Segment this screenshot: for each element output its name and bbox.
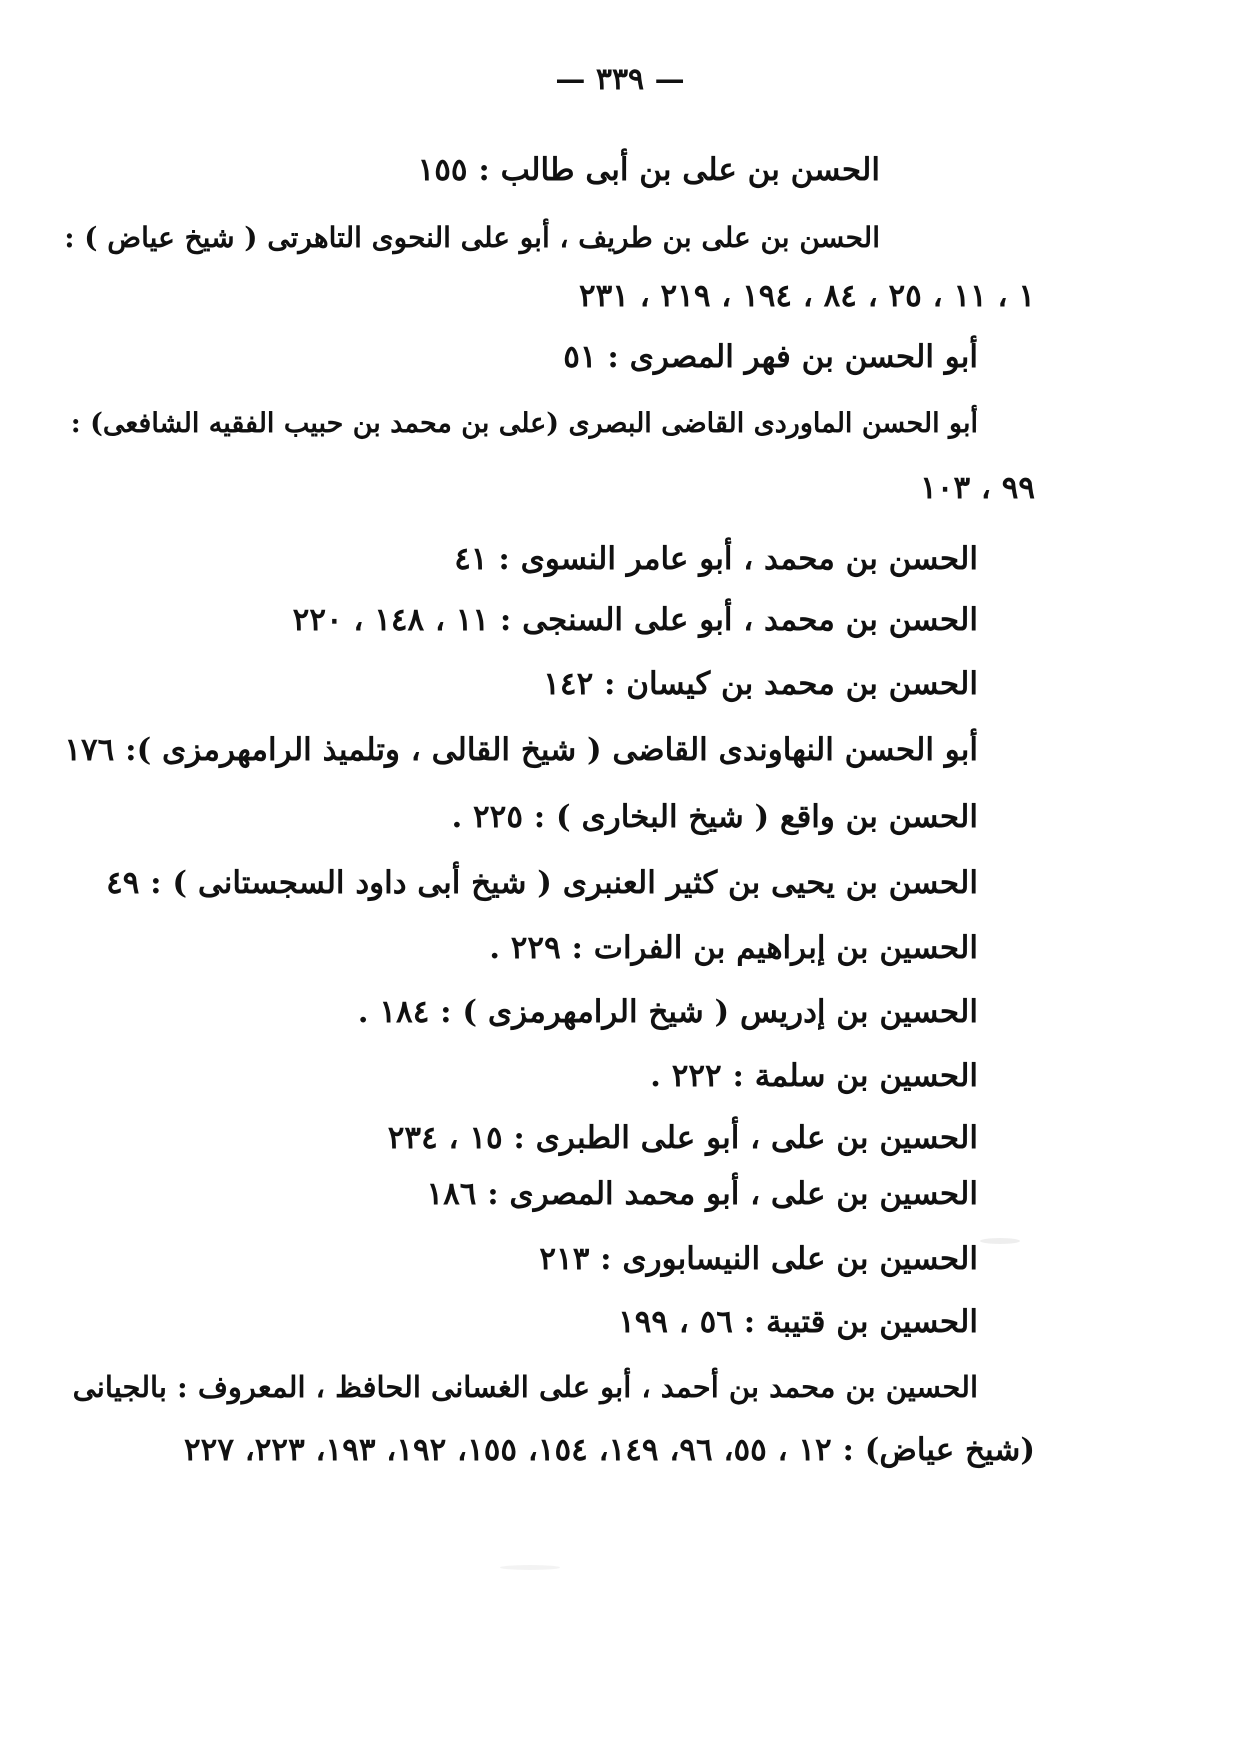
index-entry: أبو الحسن النهاوندى القاضى ( شيخ القالى ، وتلميذ الرامهرمزى ): ١٧٦: [64, 732, 978, 768]
page-number: — ٣٣٩ —: [555, 62, 685, 97]
scan-noise: [980, 1238, 1020, 1244]
index-entry: الحسن بن محمد ، أبو على السنجى : ١١ ، ١٤٨ ، ٢٢٠: [292, 602, 978, 638]
index-entry: الحسين بن إبراهيم بن الفرات : ٢٢٩ .: [489, 930, 978, 966]
index-entry: الحسين بن محمد بن أحمد ، أبو على الغسانى الحافظ ، المعروف : بالجيانى: [72, 1370, 978, 1404]
index-entry: أبو الحسن بن فهر المصرى : ٥١: [563, 339, 978, 375]
index-entry: الحسن بن يحيى بن كثير العنبرى ( شيخ أبى داود السجستانى ) : ٤٩: [106, 865, 978, 901]
index-entry: الحسن بن على بن طريف ، أبو على النحوى التاهرتى ( شيخ عياض ) :: [64, 221, 880, 254]
index-entry-continuation: (شيخ عياض) : ١٢ ، ٥٥، ٩٦، ١٤٩، ١٥٤، ١٥٥، ١٩٢، ١٩٣، ٢٢٣، ٢٢٧: [184, 1432, 1035, 1468]
index-entry-continuation: ١ ، ١١ ، ٢٥ ، ٨٤ ، ١٩٤ ، ٢١٩ ، ٢٣١: [578, 278, 1035, 314]
index-entry: الحسين بن إدريس ( شيخ الرامهرمزى ) : ١٨٤ .: [357, 994, 978, 1030]
index-entry: الحسين بن سلمة : ٢٢٢ .: [650, 1058, 978, 1094]
index-entry: الحسين بن على ، أبو محمد المصرى : ١٨٦: [426, 1176, 978, 1212]
index-entry: الحسن بن محمد ، أبو عامر النسوى : ٤١: [454, 541, 978, 577]
index-entry-continuation: ٩٩ ، ١٠٣: [920, 470, 1035, 506]
scan-noise: [500, 1565, 560, 1570]
index-entry: الحسين بن قتيبة : ٥٦ ، ١٩٩: [618, 1304, 978, 1340]
index-entry: الحسين بن على ، أبو على الطبرى : ١٥ ، ٢٣٤: [387, 1120, 978, 1156]
index-entry: أبو الحسن الماوردى القاضى البصرى (على بن محمد بن حبيب الفقيه الشافعى) :: [70, 408, 978, 439]
index-entry: الحسين بن على النيسابورى : ٢١٣: [539, 1241, 978, 1277]
index-entry: الحسن بن محمد بن كيسان : ١٤٢: [543, 666, 978, 702]
index-entry: الحسن بن واقع ( شيخ البخارى ) : ٢٢٥ .: [451, 799, 978, 835]
index-entry: الحسن بن على بن أبى طالب : ١٥٥: [417, 152, 880, 188]
